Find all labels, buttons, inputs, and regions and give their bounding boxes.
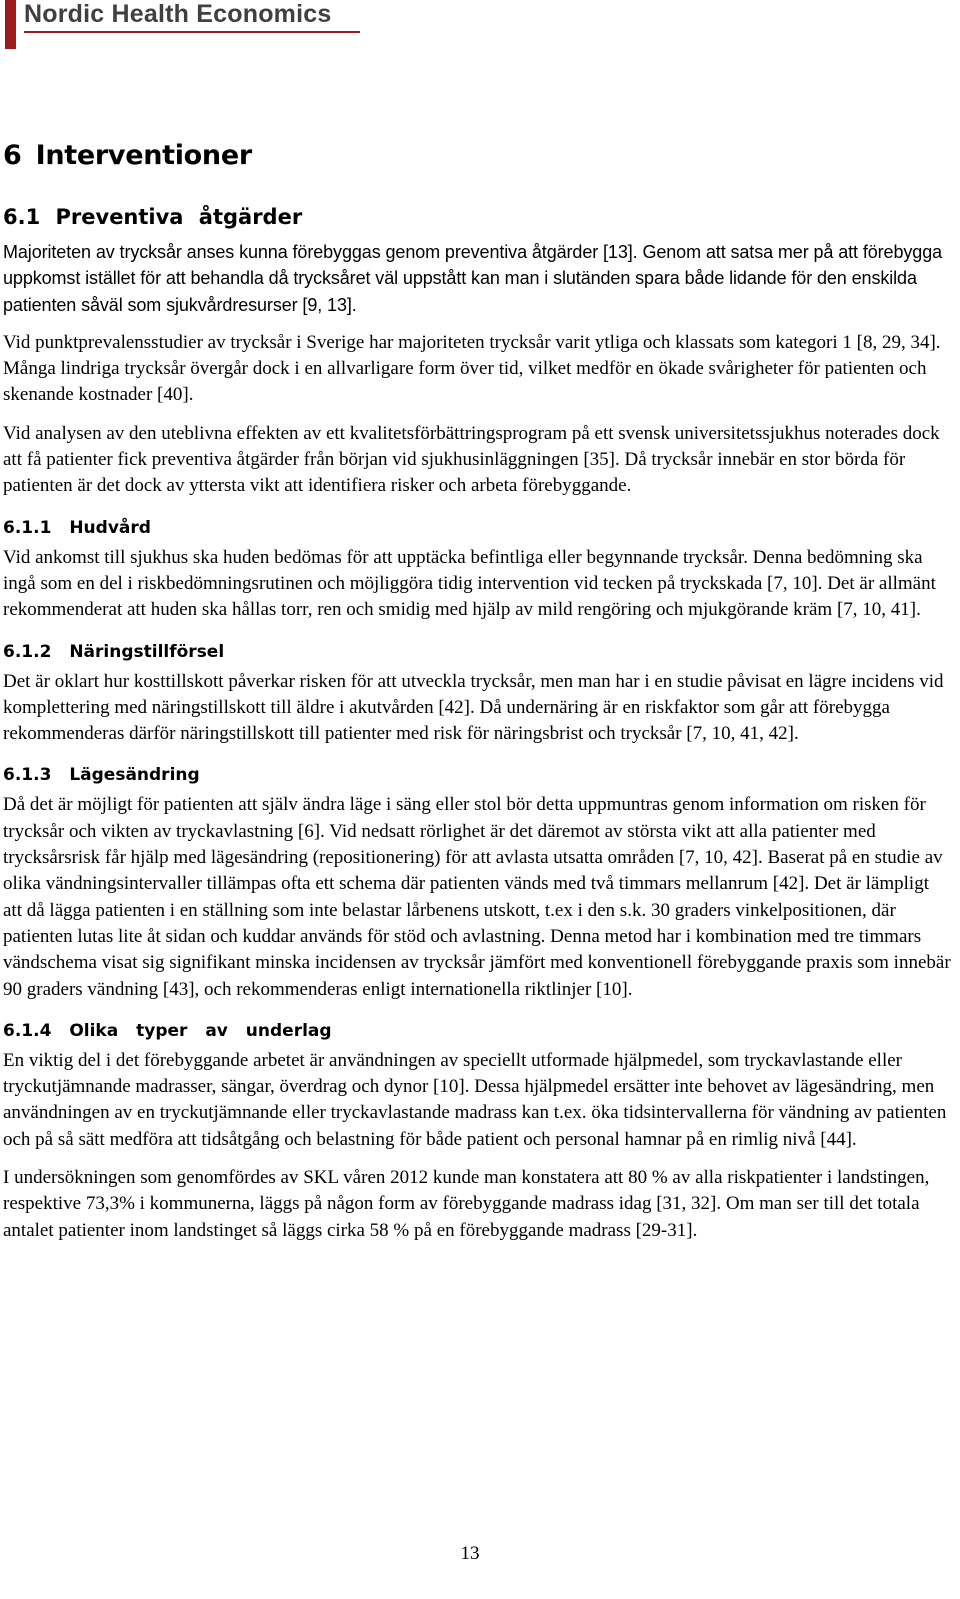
subsection-heading: 6.1.4 Olika typer av underlag [3, 1020, 332, 1041]
header-title: Nordic Health Economics [24, 0, 332, 28]
paragraph: Det är oklart hur kosttillskott påverkar risken för att utveckla trycksår, men man har i en studie påvisat en lägre incidens vid komplettering med näringstillskott till äldre i akutvården [42]. Då undernäring är en riskfaktor som går att förebygga rekommenderas därför näringstillskott till patienter med risk för näringsbrist och trycksår [7, 10, 41, 42]. [3, 670, 944, 745]
paragraph: Vid ankomst till sjukhus ska huden bedömas för att upptäcka befintliga eller begynnande trycksår. Denna bedömning ska ingå som en del i riskbedömningsrutinen och möjliggöra tidig intervention vid tecken på tryckskada [7, 10]. Det är allmänt rekommenderat att huden ska hållas torr, ren och smidig med hjälp av mild rengöring och mjukgörande kräm [7, 10, 41]. [3, 546, 936, 621]
header-accent-bar [5, 0, 16, 49]
page-header [0, 0, 960, 50]
document-body [3, 140, 951, 1256]
paragraph: Vid punktprevalensstudier av trycksår i Sverige har majoriteten trycksår varit ytliga och klassats som kategori 1 [8, 29, 34]. Många lindriga trycksår övergår dock i en allvarligare form över tid, vilket medför en ökade svårigheter för patienten och skenande kostnader [40]. [3, 331, 941, 406]
subsection-heading: 6.1.3 Lägesändring [3, 765, 200, 786]
page-number: 13 [460, 1543, 480, 1564]
section-heading: 6.1 Preventiva åtgärder [3, 205, 303, 229]
paragraph: Vid analysen av den uteblivna effekten av ett kvalitetsförbättringsprogram på ett svensk universitetssjukhus noterades dock att få patienter fick preventiva åtgärder från början vid sjukhusinläggningen [35]. Då trycksår innebär en stor börda för patienten är det dock av yttersta vikt att identifiera risker och arbeta förebyggande. [3, 422, 940, 497]
paragraph: Då det är möjligt för patienten att själv ändra läge i säng eller stol bör detta uppmuntras genom information om risken för trycksår och vikten av tryckavlastning [6]. Vid nedsatt rörlighet är det däremot av största vikt att alla patienter med trycksårsrisk får hjälp med lägesändring (repositionering) för att avlasta utsatta områden [7, 10, 42]. Baserat på en studie av olika vändningsintervaller tillämpas ofta ett schema där patienten vänds med två timmars mellanrum [42]. Det är lämpligt att då lägga patienten i en ställning som inte belastar lårbenens utskott, t.ex i den s.k. 30 graders vinkelpositionen, där patienten lutas lite åt sidan och kuddar används för stöd och avlastning. Denna metod har i kombination med tre timmars vändschema visat sig signifikant minska incidensen av trycksår jämfört med konventionell förebyggande praxis som innebär 90 graders vändning [43], och rekommenderas enligt internationella riktlinjer [10]. [3, 794, 951, 1000]
subsection-heading: 6.1.1 Hudvård [3, 517, 151, 538]
subsection-heading: 6.1.2 Näringstillförsel [3, 641, 225, 662]
paragraph: I undersökningen som genomfördes av SKL våren 2012 kunde man konstatera att 80 % av alla riskpatienter i landstingen, respektive 73,3% i kommunerna, läggs på någon form av förebyggande madrass idag [31, 32]. Om man ser till det totala antalet patienter inom landstinget så läggs cirka 58 % på en förebyggande madrass [29-31]. [3, 1167, 930, 1241]
chapter-heading: 6 Interventioner [3, 140, 252, 171]
paragraph: En viktig del i det förebyggande arbetet är användningen av speciellt utformade hjälpmedel, som tryckavlastande eller tryckutjämnande madrasser, sängar, överdrag och dynor [10]. Dessa hjälpmedel ersätter inte behovet av lägesändring, men användningen av en tryckutjämnande eller tryckavlastande madrass kan t.ex. öka tidsintervallerna för vändning av patienten och på så sätt medföra att tidsåtgång och belastning för både patient och personal hamnar på en rimlig nivå [44]. [3, 1049, 947, 1150]
paragraph: Majoriteten av trycksår anses kunna förebyggas genom preventiva åtgärder [13]. Genom att satsa mer på att förebygga uppkomst istället för att behandla då trycksåret väl uppstått kan man i slutänden spara både lidande för den enskilda patienten såväl som sjukvårdresurser [9, 13]. [3, 242, 943, 315]
header-underline [24, 31, 360, 33]
